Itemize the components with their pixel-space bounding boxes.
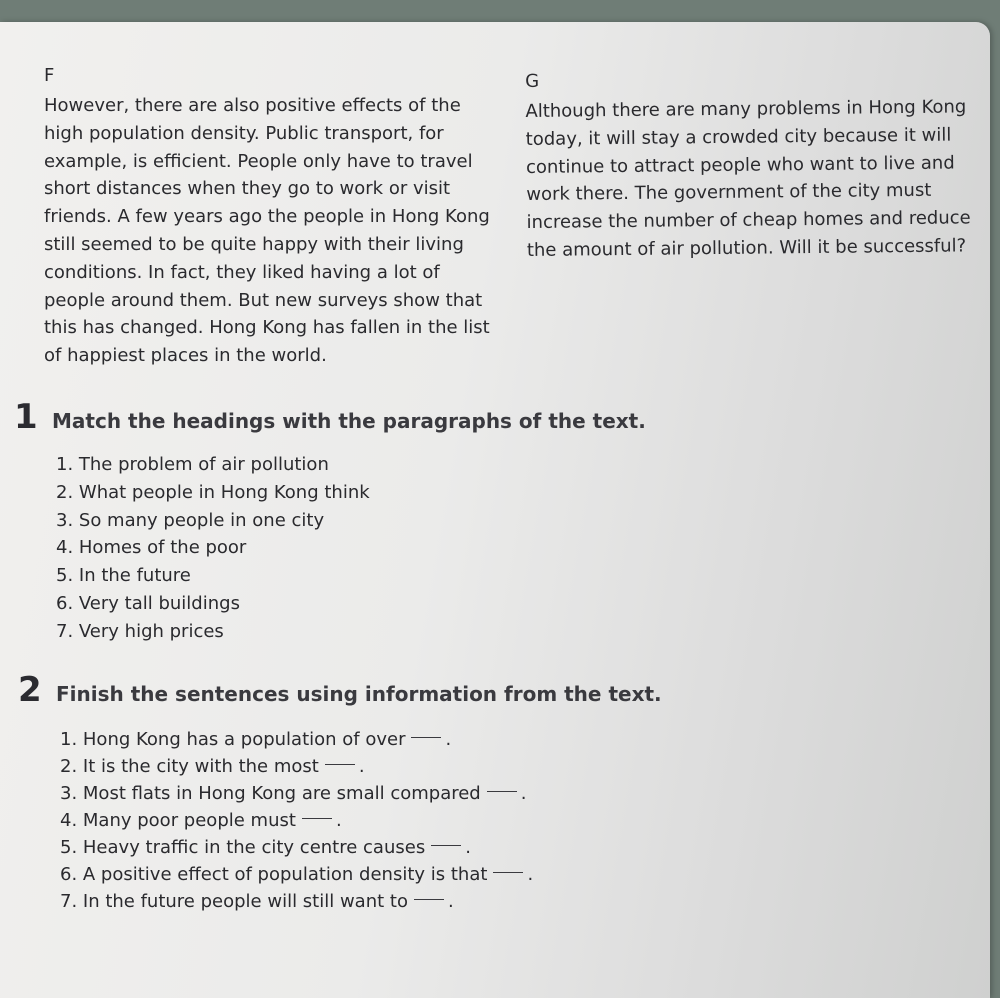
paragraph-g-line: work there. The government of the city must [526,180,932,206]
sentence-end: . [465,837,471,858]
sentence-end: . [527,864,534,885]
sentence-end: . [445,729,452,750]
heading-item: 6. Very tall buildings [56,592,240,614]
paragraph-f-line: example, is efficient. People only have to travel [44,150,473,172]
sentence-text: 1. Hong Kong has a population of over [60,729,406,750]
sentence-item [60,834,918,861]
sentence-text: 4. Many poor people must [60,810,296,831]
heading-item: 3. So many people in one city [56,509,325,531]
sentence-item [60,753,918,780]
answer-blank [487,791,517,792]
sentence-text: 7. In the future people will still want to [60,891,408,912]
answer-blank [414,899,444,900]
sentence-item [60,888,918,915]
exercise-1-title: Match the headings with the paragraphs of the text. [52,409,646,433]
sentence-text: 5. Heavy traffic in the city centre causes [60,837,426,858]
paragraph-f-line: friends. A few years ago the people in Hong Kong [44,206,490,228]
paragraph-f-line: still seemed to be quite happy with their living [44,233,464,255]
sentence-text: 6. A positive effect of population density is that [60,864,488,885]
heading-item: 1. The problem of air pollution [56,454,329,475]
heading-item: 7. Very high prices [56,620,224,642]
exercise-2-list [18,726,918,915]
answer-blank [493,872,523,873]
sentence-item [60,807,918,834]
exercise-1 [14,397,914,646]
paragraph-f-line: conditions. In fact, they liked having a lot of [44,261,440,283]
sentence-end: . [520,783,527,804]
heading-item: 4. Homes of the poor [56,537,247,559]
textbook-page [0,22,990,998]
answer-blank [431,845,461,846]
sentence-end: . [358,756,365,777]
heading-item: 2. What people in Hong Kong think [56,481,370,503]
paragraph-g [525,63,987,265]
sentence-text: 3. Most flats in Hong Kong are small compared [60,783,481,804]
sentence-text: 2. It is the city with the most [60,756,319,777]
answer-blank [411,737,441,738]
paragraph-f [44,62,514,370]
paragraph-g-line: continue to attract people who want to live and [525,152,955,178]
paragraph-f-line: short distances when they go to work or visit [44,178,451,200]
exercise-2-title: Finish the sentences using information from the text. [56,682,662,706]
sentence-item [60,861,918,888]
exercise-1-number: 1 [14,397,38,437]
paragraph-f-line: high population density. Public transport, for [44,122,444,144]
paragraph-g-letter: G [525,70,540,92]
paragraph-g-line: today, it will stay a crowded city because it will [525,124,952,150]
exercise-2-number: 2 [18,670,42,710]
exercise-2 [18,670,918,915]
sentence-end: . [447,891,454,912]
paragraph-f-line: people around them. But new surveys show that [44,289,483,311]
paragraph-g-line: the amount of air pollution. Will it be successful? [526,235,967,261]
paragraph-f-line: of happiest places in the world. [44,345,327,367]
answer-blank [325,764,355,765]
exercise-1-list [14,451,914,646]
sentence-item [60,780,918,807]
paragraph-g-line: increase the number of cheap homes and reduce [526,207,971,234]
answer-blank [302,818,332,819]
heading-item: 5. In the future [56,565,191,587]
paragraph-f-line: However, there are also positive effects of the [44,95,461,116]
paragraph-f-letter: F [44,65,55,86]
sentence-end: . [335,810,342,831]
paragraph-g-line: Although there are many problems in Hong Kong [525,96,967,122]
sentence-item [60,726,918,753]
paragraph-f-line: this has changed. Hong Kong has fallen in the list [44,317,490,339]
